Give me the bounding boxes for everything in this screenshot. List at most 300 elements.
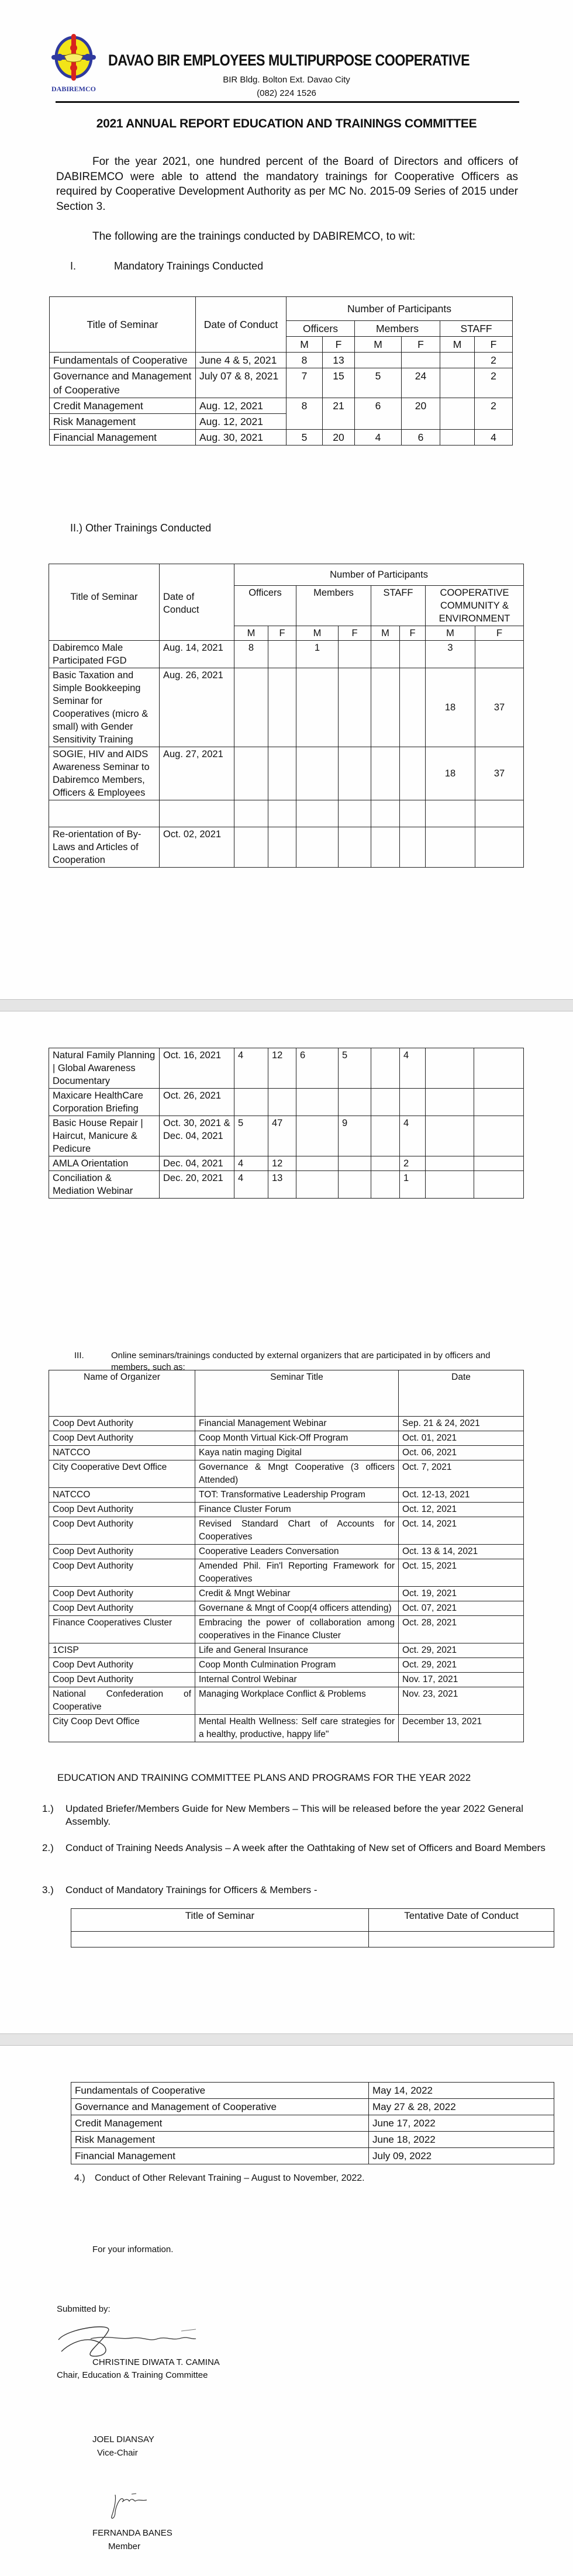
members-m: 6 — [296, 1048, 339, 1089]
seminar-title: Kaya natin maging Digital — [195, 1446, 399, 1460]
plan-item-num: 3.) — [42, 1884, 54, 1895]
table-row — [49, 1488, 524, 1503]
logo-text: DABIREMCO — [51, 85, 96, 93]
seminar-title: Financial Management — [50, 430, 196, 446]
seminar-title: Credit Management — [50, 398, 196, 414]
signature-camina-icon — [56, 2322, 208, 2357]
seminar-date: Oct. 12-13, 2021 — [399, 1488, 524, 1503]
table-row — [49, 1503, 524, 1517]
staff-m — [440, 368, 475, 398]
plan-seminar-title: Fundamentals of Cooperative — [71, 2083, 369, 2099]
col-date-header: Date of Conduct — [160, 564, 234, 641]
col-title-header: Title of Seminar — [49, 564, 160, 641]
community-f: 37 — [475, 747, 524, 800]
seminar-title: Conciliation & Mediation Webinar — [49, 1171, 160, 1199]
seminar-date: Oct. 7, 2021 — [399, 1460, 524, 1488]
plan-item-num: 2.) — [42, 1842, 54, 1853]
plans-heading: EDUCATION AND TRAINING COMMITTEE PLANS AND PROGRAMS FOR THE YEAR 2022 — [57, 1772, 471, 1783]
plan-title-header: Title of Seminar — [71, 1909, 369, 1932]
signatory-role-2: Vice-Chair — [97, 2448, 138, 2458]
f-header: F — [475, 626, 524, 641]
officers-m — [234, 1089, 268, 1116]
signature-banes-icon — [108, 2492, 155, 2521]
plans-table — [71, 2082, 554, 2164]
seminar-date: Oct. 29, 2021 — [399, 1643, 524, 1658]
staff-m — [440, 430, 475, 446]
table-row — [49, 1156, 524, 1171]
plan-seminar-title: Governance and Management of Cooperative — [71, 2099, 369, 2115]
seminar-title: Natural Family Planning | Global Awareness Documentary — [49, 1048, 160, 1089]
seminar-title: Managing Workplace Conflict & Problems — [195, 1687, 399, 1715]
members-f — [339, 668, 371, 747]
seminar-title: Financial Management Webinar — [195, 1417, 399, 1431]
plan-seminar-title: Credit Management — [71, 2115, 369, 2132]
community-m — [426, 1089, 474, 1116]
seminar-date: Aug. 12, 2021 — [196, 398, 286, 414]
staff-f — [400, 800, 426, 827]
section3-intro: Online seminars/trainings conducted by external organizers that are participated in by officers and members, such as: — [111, 1351, 491, 1372]
table-row — [49, 1559, 524, 1587]
members-f: 20 — [402, 398, 440, 430]
officers-m: 5 — [286, 430, 323, 446]
organizer-name: Coop Devt Authority — [49, 1658, 195, 1673]
seminar-date: Oct. 14, 2021 — [399, 1517, 524, 1545]
section2-heading: II.) Other Trainings Conducted — [70, 522, 212, 534]
staff-f — [400, 827, 426, 868]
col-title-header: Title of Seminar — [50, 297, 196, 353]
plan-item-text: Conduct of Training Needs Analysis – A week after the Oathtaking of New set of Officers and Board Members — [65, 1842, 546, 1853]
section1-title: Mandatory Trainings Conducted — [114, 260, 264, 272]
staff-f — [400, 1089, 426, 1116]
staff-m — [440, 353, 475, 368]
header-divider — [56, 101, 519, 103]
seminar-date: Oct. 19, 2021 — [399, 1587, 524, 1601]
community-m — [426, 1048, 474, 1089]
members-f — [339, 1156, 371, 1171]
seminar-date: Aug. 12, 2021 — [196, 414, 286, 430]
community-f — [474, 1116, 524, 1156]
organizer-name: National Confederation of Cooperative — [49, 1687, 195, 1715]
officers-f — [268, 1089, 296, 1116]
f-header: F — [402, 337, 440, 353]
staff-f: 4 — [400, 1116, 426, 1156]
plan-item-num: 4.) — [74, 2173, 85, 2183]
empty-cell — [369, 1932, 554, 1947]
staff-f — [400, 747, 426, 800]
members-f — [339, 641, 371, 668]
members-header: Members — [296, 586, 371, 626]
members-f — [339, 1089, 371, 1116]
staff-f: 2 — [475, 353, 513, 368]
plan-seminar-date: June 18, 2022 — [369, 2132, 554, 2148]
seminar-title: Re-orientation of By-Laws and Articles of Cooperation — [49, 827, 160, 868]
officers-f — [268, 747, 296, 800]
staff-m — [371, 668, 400, 747]
organizer-name: 1CISP — [49, 1643, 195, 1658]
staff-f — [400, 668, 426, 747]
organizer-name: Coop Devt Authority — [49, 1503, 195, 1517]
organizer-name: Finance Cooperatives Cluster — [49, 1616, 195, 1643]
m-header: M — [440, 337, 475, 353]
seminar-title: Coop Month Culmination Program — [195, 1658, 399, 1673]
community-m — [426, 1156, 474, 1171]
table-row — [49, 1446, 524, 1460]
members-m — [296, 1171, 339, 1199]
m-header: M — [296, 626, 339, 641]
plan-seminar-date: July 09, 2022 — [369, 2148, 554, 2164]
staff-m — [371, 1171, 400, 1199]
organizer-name: Coop Devt Authority — [49, 1587, 195, 1601]
plan-item-text: Updated Briefer/Members Guide for New Members – This will be released before the year 2022 General Assembly. — [65, 1803, 524, 1827]
members-m: 6 — [355, 398, 402, 430]
table-row — [49, 1048, 524, 1089]
seminar-title: Basic Taxation and Simple Bookkeeping Seminar for Cooperatives (micro & small) with Gender Sensitivity Training — [49, 668, 160, 747]
members-f — [339, 747, 371, 800]
table-row — [49, 827, 524, 868]
seminar-title: Mental Health Wellness: Self care strategies for a healthy, productive, happy life" — [195, 1715, 399, 1742]
members-m: 5 — [355, 368, 402, 398]
f-header: F — [475, 337, 513, 353]
officers-f — [268, 827, 296, 868]
seminar-title: Basic House Repair | Haircut, Manicure & Pedicure — [49, 1116, 160, 1156]
table-row — [49, 1687, 524, 1715]
officers-f — [268, 800, 296, 827]
members-m — [355, 353, 402, 368]
other-trainings-table-continued — [49, 1048, 524, 1199]
community-m — [426, 800, 475, 827]
staff-m — [371, 747, 400, 800]
seminar-date: Aug. 26, 2021 — [160, 668, 234, 747]
organizer-name: Coop Devt Authority — [49, 1517, 195, 1545]
seminar-date: Oct. 15, 2021 — [399, 1559, 524, 1587]
community-f — [474, 1089, 524, 1116]
officers-f: 13 — [268, 1171, 296, 1199]
members-m — [296, 747, 339, 800]
seminar-title: Revised Standard Chart of Accounts for Cooperatives — [195, 1517, 399, 1545]
organizer-name: Coop Devt Authority — [49, 1601, 195, 1616]
seminar-date: Oct. 07, 2021 — [399, 1601, 524, 1616]
seminar-date: Oct. 26, 2021 — [160, 1089, 234, 1116]
table-row — [71, 2148, 554, 2164]
empty-cell — [71, 1932, 369, 1947]
staff-f: 4 — [475, 430, 513, 446]
seminar-date: Oct. 28, 2021 — [399, 1616, 524, 1643]
plan-item-num: 1.) — [42, 1803, 54, 1814]
table-row — [49, 1616, 524, 1643]
community-f — [475, 800, 524, 827]
staff-f: 4 — [400, 1048, 426, 1089]
table-row — [49, 1658, 524, 1673]
community-m — [426, 1116, 474, 1156]
seminar-title: Governance & Mngt Cooperative (3 officers Attended) — [195, 1460, 399, 1488]
seminar-title: Life and General Insurance — [195, 1643, 399, 1658]
table-row — [71, 2083, 554, 2099]
organizer-name: NATCCO — [49, 1488, 195, 1503]
members-f — [339, 1171, 371, 1199]
seminar-title: Governane & Mngt of Coop(4 officers attending) — [195, 1601, 399, 1616]
seminar-date: Sep. 21 & 24, 2021 — [399, 1417, 524, 1431]
members-f — [339, 800, 371, 827]
officers-m: 5 — [234, 1116, 268, 1156]
seminar-date: Dec. 20, 2021 — [160, 1171, 234, 1199]
m-header: M — [286, 337, 323, 353]
seminar-title: Governance and Management of Cooperative — [50, 368, 196, 398]
members-f: 6 — [402, 430, 440, 446]
staff-f: 2 — [400, 1156, 426, 1171]
seminar-date — [160, 800, 234, 827]
org-name: DAVAO BIR EMPLOYEES MULTIPURPOSE COOPERATIVE — [108, 51, 470, 69]
officers-f — [268, 641, 296, 668]
members-m — [296, 1156, 339, 1171]
m-header: M — [426, 626, 475, 641]
officers-m: 4 — [234, 1048, 268, 1089]
section1-num: I. — [70, 260, 77, 272]
seminar-title: Amended Phil. Fin'l Reporting Framework for Cooperatives — [195, 1559, 399, 1587]
plan-date-header: Tentative Date of Conduct — [369, 1909, 554, 1932]
officers-m: 8 — [286, 353, 323, 368]
report-title: 2021 ANNUAL REPORT EDUCATION AND TRAININGS COMMITTEE — [96, 117, 477, 130]
external-seminars-table — [49, 1370, 524, 1742]
plans-table-header — [71, 1908, 554, 1947]
seminar-date: Oct. 06, 2021 — [399, 1446, 524, 1460]
officers-f: 12 — [268, 1048, 296, 1089]
staff-header: STAFF — [440, 321, 513, 337]
officers-m — [234, 668, 268, 747]
members-m — [296, 827, 339, 868]
table-row — [50, 430, 513, 446]
organizer-name: Coop Devt Authority — [49, 1545, 195, 1559]
seminar-title: Dabiremco Male Participated FGD — [49, 641, 160, 668]
seminar-title: Fundamentals of Cooperative — [50, 353, 196, 368]
seminar-date: June 4 & 5, 2021 — [196, 353, 286, 368]
signatory-name-1: CHRISTINE DIWATA T. CAMINA — [92, 2357, 220, 2367]
seminar-date: Nov. 23, 2021 — [399, 1687, 524, 1715]
organizer-name: Coop Devt Authority — [49, 1417, 195, 1431]
seminar-title: Embracing the power of collaboration among cooperatives in the Finance Cluster — [195, 1616, 399, 1643]
m-header: M — [234, 626, 268, 641]
officers-m: 7 — [286, 368, 323, 398]
staff-f: 2 — [475, 368, 513, 398]
staff-m — [371, 1089, 400, 1116]
f-header: F — [400, 626, 426, 641]
officers-m: 4 — [234, 1156, 268, 1171]
plan-item-2 — [42, 1842, 551, 1855]
members-f: 5 — [339, 1048, 371, 1089]
plan-seminar-title: Financial Management — [71, 2148, 369, 2164]
members-f — [402, 353, 440, 368]
seminar-date: Aug. 30, 2021 — [196, 430, 286, 446]
members-m — [296, 1089, 339, 1116]
table-row — [50, 368, 513, 398]
seminar-date: Oct. 16, 2021 — [160, 1048, 234, 1089]
plan-item-4 — [74, 2172, 573, 2185]
plan-seminar-date: May 14, 2022 — [369, 2083, 554, 2099]
seminar-date: Dec. 04, 2021 — [160, 1156, 234, 1171]
other-trainings-table — [49, 564, 524, 868]
community-f — [474, 1156, 524, 1171]
organizer-name: Coop Devt Authority — [49, 1673, 195, 1687]
officers-f: 20 — [323, 430, 355, 446]
seminar-date: Oct. 01, 2021 — [399, 1431, 524, 1446]
table-row — [49, 1601, 524, 1616]
staff-m — [371, 800, 400, 827]
seminar-title: Finance Cluster Forum — [195, 1503, 399, 1517]
community-f — [475, 641, 524, 668]
seminar-date: December 13, 2021 — [399, 1715, 524, 1742]
officers-f: 12 — [268, 1156, 296, 1171]
community-f: 37 — [475, 668, 524, 747]
seminar-date: Aug. 14, 2021 — [160, 641, 234, 668]
signatory-role-3: Member — [108, 2542, 141, 2551]
following-text: The following are the trainings conducted by DABIREMCO, to wit: — [92, 230, 416, 243]
mandatory-trainings-table — [49, 296, 513, 446]
staff-f: 1 — [400, 1171, 426, 1199]
plan-item-text: Conduct of Other Relevant Training – August to November, 2022. — [95, 2173, 365, 2183]
staff-m — [371, 827, 400, 868]
participants-header: Number of Participants — [234, 564, 524, 586]
members-m: 1 — [296, 641, 339, 668]
staff-f — [400, 641, 426, 668]
staff-header: STAFF — [371, 586, 426, 626]
seminar-title — [49, 800, 160, 827]
officers-f: 15 — [323, 368, 355, 398]
table-row — [49, 1116, 524, 1156]
signatory-role-1: Chair, Education & Training Committee — [57, 2370, 208, 2380]
intro-paragraph — [56, 154, 518, 214]
table-row — [49, 668, 524, 747]
officers-f: 13 — [323, 353, 355, 368]
table-row — [49, 1517, 524, 1545]
section1-heading — [70, 260, 263, 272]
officers-f — [268, 668, 296, 747]
plan-item-text: Conduct of Mandatory Trainings for Officers & Members - — [65, 1884, 317, 1895]
members-f: 24 — [402, 368, 440, 398]
seminar-title: Coop Month Virtual Kick-Off Program — [195, 1431, 399, 1446]
staff-m — [371, 1048, 400, 1089]
staff-m — [440, 398, 475, 430]
members-m — [296, 668, 339, 747]
community-f — [475, 827, 524, 868]
f-header: F — [268, 626, 296, 641]
plan-seminar-date: May 27 & 28, 2022 — [369, 2099, 554, 2115]
community-f — [474, 1171, 524, 1199]
seminar-title: Cooperative Leaders Conversation — [195, 1545, 399, 1559]
f-header: F — [339, 626, 371, 641]
fyi-text: For your information. — [92, 2244, 174, 2254]
seminar-date: Oct. 29, 2021 — [399, 1658, 524, 1673]
organizer-name: City Coop Devt Office — [49, 1715, 195, 1742]
seminar-title: Credit & Mngt Webinar — [195, 1587, 399, 1601]
members-header: Members — [355, 321, 440, 337]
community-m: 18 — [426, 668, 475, 747]
officers-f: 47 — [268, 1116, 296, 1156]
f-header: F — [323, 337, 355, 353]
officers-header: Officers — [234, 586, 296, 626]
m-header: M — [355, 337, 402, 353]
officers-m — [234, 800, 268, 827]
page-break — [0, 2033, 573, 2046]
table-row — [71, 2099, 554, 2115]
members-m — [296, 1116, 339, 1156]
intro-text: For the year 2021, one hundred percent of the Board of Directors and officers of DABIREMCO were able to attend the mandatory trainings for Cooperative Officers as required by Cooperative Development Authority as per MC No. 2015-09 Series of 2015 under Section 3. — [56, 156, 518, 213]
page-break — [0, 999, 573, 1011]
m-header: M — [371, 626, 400, 641]
seminar-header: Seminar Title — [195, 1370, 399, 1417]
plan-seminar-title: Risk Management — [71, 2132, 369, 2148]
staff-m — [371, 641, 400, 668]
seminar-title: Internal Control Webinar — [195, 1673, 399, 1687]
signatory-name-3: FERNANDA BANES — [92, 2528, 172, 2538]
community-f — [474, 1048, 524, 1089]
officers-m — [234, 747, 268, 800]
community-m — [426, 1171, 474, 1199]
table-row — [71, 2115, 554, 2132]
seminar-date: Oct. 30, 2021 & Dec. 04, 2021 — [160, 1116, 234, 1156]
seminar-title: Risk Management — [50, 414, 196, 430]
org-address: BIR Bldg. Bolton Ext. Davao City — [223, 75, 350, 85]
table-row — [49, 1715, 524, 1742]
organizer-header: Name of Organizer — [49, 1370, 195, 1417]
table-row — [49, 1643, 524, 1658]
staff-m — [371, 1116, 400, 1156]
following-line — [56, 229, 518, 244]
submitted-by-label: Submitted by: — [57, 2304, 111, 2314]
table-row — [71, 2132, 554, 2148]
officers-m: 4 — [234, 1171, 268, 1199]
table-row — [49, 1089, 524, 1116]
organizer-name: Coop Devt Authority — [49, 1431, 195, 1446]
organizer-name: Coop Devt Authority — [49, 1559, 195, 1587]
officers-f: 21 — [323, 398, 355, 430]
seminar-date: Oct. 12, 2021 — [399, 1503, 524, 1517]
seminar-date: Oct. 13 & 14, 2021 — [399, 1545, 524, 1559]
community-m: 3 — [426, 641, 475, 668]
table-row — [50, 353, 513, 368]
seminar-title: AMLA Orientation — [49, 1156, 160, 1171]
plan-seminar-date: June 17, 2022 — [369, 2115, 554, 2132]
signatory-name-2: JOEL DIANSAY — [92, 2435, 154, 2444]
table-row — [49, 641, 524, 668]
officers-header: Officers — [286, 321, 355, 337]
table-row — [50, 398, 513, 414]
community-header: COOPERATIVE COMMUNITY & ENVIRONMENT — [426, 586, 524, 626]
seminar-title: TOT: Transformative Leadership Program — [195, 1488, 399, 1503]
officers-m: 8 — [234, 641, 268, 668]
seminar-date: July 07 & 8, 2021 — [196, 368, 286, 398]
table-row — [49, 1417, 524, 1431]
officers-m: 8 — [286, 398, 323, 430]
plan-item-3 — [42, 1884, 551, 1897]
org-phone: (082) 224 1526 — [257, 88, 316, 98]
seminar-title: Maxicare HealthCare Corporation Briefing — [49, 1089, 160, 1116]
staff-f: 2 — [475, 398, 513, 430]
table-row — [49, 1673, 524, 1687]
staff-m — [371, 1156, 400, 1171]
seminar-date: Oct. 02, 2021 — [160, 827, 234, 868]
participants-header: Number of Participants — [286, 297, 513, 321]
seminar-title: SOGIE, HIV and AIDS Awareness Seminar to Dabiremco Members, Officers & Employees — [49, 747, 160, 800]
seminar-date: Nov. 17, 2021 — [399, 1673, 524, 1687]
seminar-date: Aug. 27, 2021 — [160, 747, 234, 800]
table-row — [49, 1431, 524, 1446]
community-m: 18 — [426, 747, 475, 800]
table-row — [49, 747, 524, 800]
organizer-name: City Cooperative Devt Office — [49, 1460, 195, 1488]
members-m — [296, 800, 339, 827]
members-m: 4 — [355, 430, 402, 446]
organizer-name: NATCCO — [49, 1446, 195, 1460]
members-f: 9 — [339, 1116, 371, 1156]
